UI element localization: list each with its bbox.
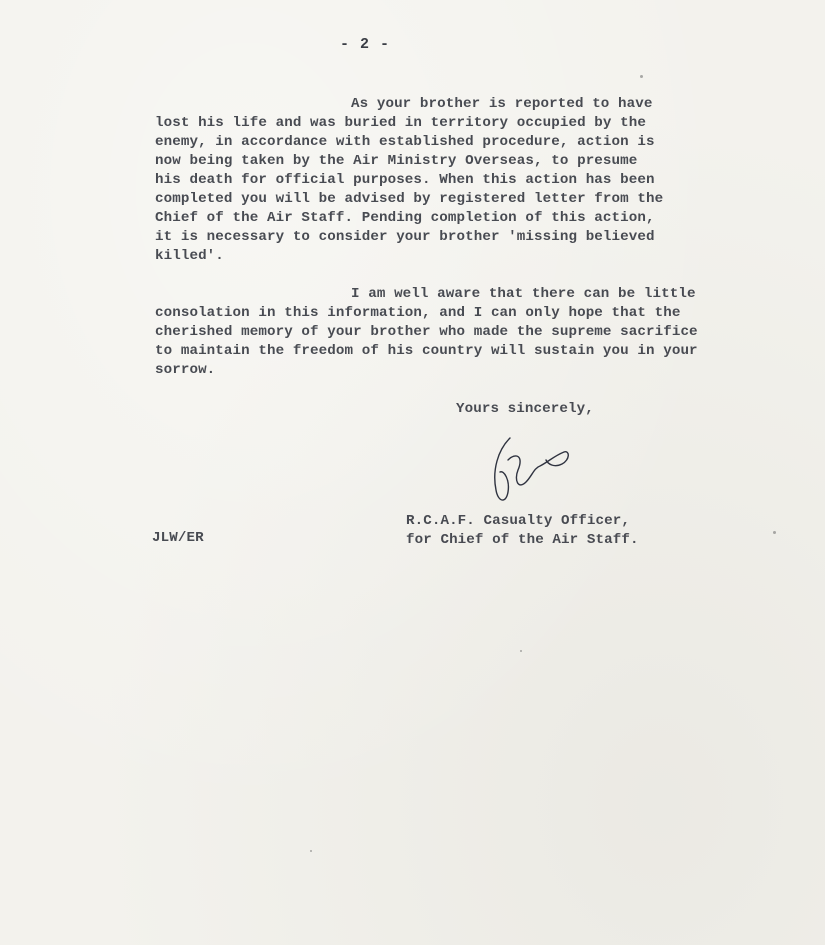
paragraph-line: consolation in this information, and I can only hope that the [155, 305, 681, 321]
paragraph-line: now being taken by the Air Ministry Overseas, to presume [155, 153, 638, 169]
paper-speck [773, 531, 776, 534]
paragraph-line: cherished memory of your brother who made the supreme sacrifice [155, 324, 698, 340]
signatory-title: R.C.A.F. Casualty Officer, [406, 513, 630, 529]
paper-speck [640, 75, 643, 78]
paragraph-line: to maintain the freedom of his country will sustain you in your [155, 343, 698, 359]
paragraph-line: I am well aware that there can be little [351, 286, 696, 302]
paragraph-line: it is necessary to consider your brother 'missing believed [155, 229, 655, 245]
paragraph-line: lost his life and was buried in territory occupied by the [155, 115, 646, 131]
paper-speck [520, 650, 522, 652]
signatory-for-line: for Chief of the Air Staff. [406, 532, 639, 548]
paragraph-line: enemy, in accordance with established procedure, action is [155, 134, 655, 150]
paragraph-line: killed'. [155, 248, 224, 264]
paragraph-line: completed you will be advised by registered letter from the [155, 191, 664, 207]
paragraph-line: his death for official purposes. When this action has been [155, 172, 655, 188]
closing-salutation: Yours sincerely, [456, 401, 594, 417]
paper-speck [310, 850, 312, 852]
paragraph-line: sorrow. [155, 362, 216, 378]
paragraph-line: Chief of the Air Staff. Pending completion of this action, [155, 210, 655, 226]
page-number: - 2 - [340, 36, 391, 53]
handwritten-signature [488, 430, 578, 510]
paragraph-line: As your brother is reported to have [351, 96, 653, 112]
reference-initials: JLW/ER [152, 530, 204, 546]
